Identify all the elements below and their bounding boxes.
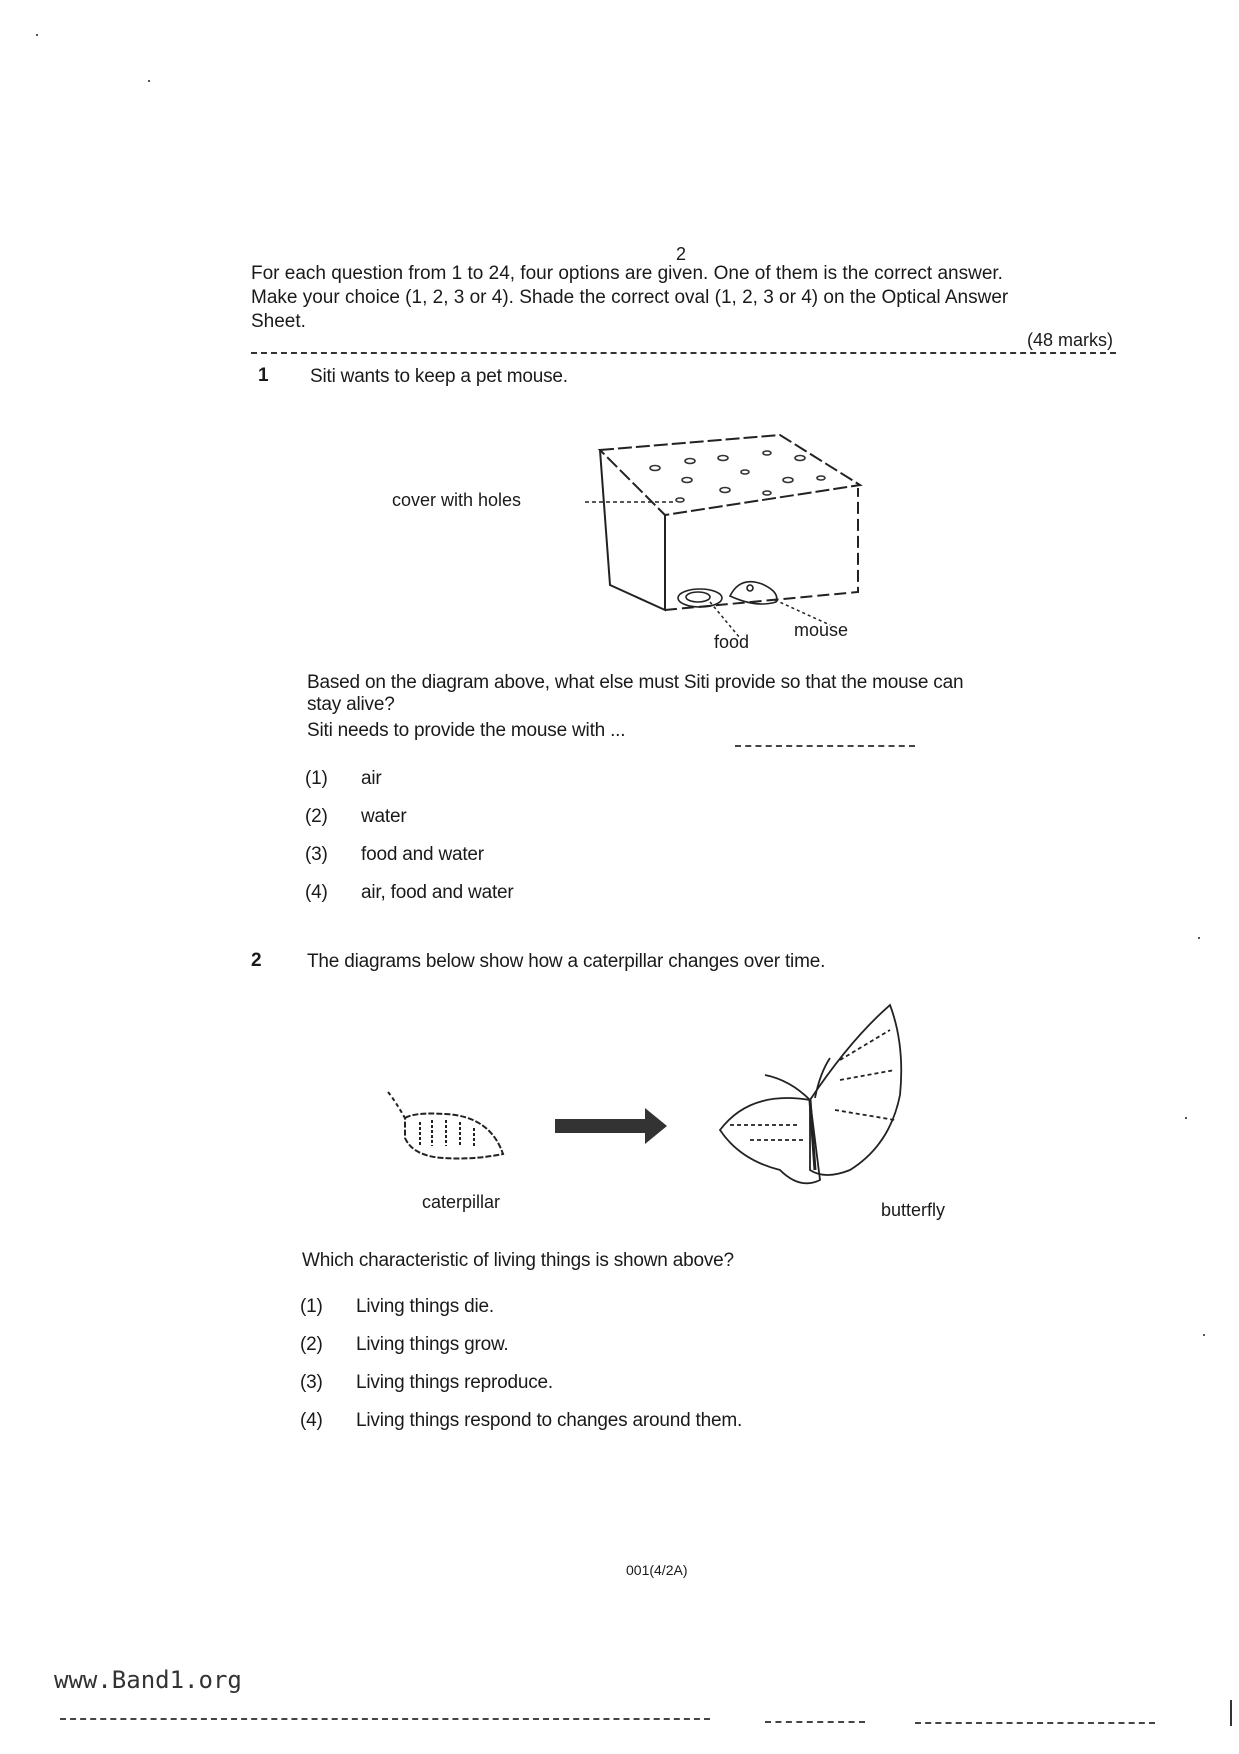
box-cover — [600, 435, 860, 515]
caterpillar-icon — [388, 1092, 503, 1159]
question-stem: The diagrams below show how a caterpillar changes over time. — [307, 951, 826, 972]
scan-speck — [1203, 1334, 1205, 1336]
label-butterfly: butterfly — [881, 1200, 946, 1220]
option-2[interactable] — [305, 806, 406, 828]
scan-speck — [36, 34, 38, 36]
instructions-line: Sheet. — [251, 311, 306, 332]
option-number: (4) — [305, 882, 328, 903]
question-stem: Siti wants to keep a pet mouse. — [310, 366, 568, 387]
question-prompt: stay alive? — [307, 694, 395, 715]
scan-speck — [148, 80, 150, 82]
completion-stem: Siti needs to provide the mouse with ... — [307, 720, 626, 741]
option-text: air, food and water — [361, 882, 514, 903]
instructions-line: Make your choice (1, 2, 3 or 4). Shade the correct oval (1, 2, 3 or 4) on the Optical Answer — [251, 287, 1009, 308]
option-1[interactable] — [300, 1296, 494, 1318]
scan-artifact-edge — [1230, 1700, 1232, 1726]
option-4[interactable] — [300, 1410, 742, 1432]
watermark: www.Band1.org — [54, 1666, 242, 1694]
question-number: 1 — [258, 365, 269, 386]
question-prompt: Based on the diagram above, what else must Siti provide so that the mouse can — [307, 672, 964, 693]
section-divider — [251, 352, 1116, 354]
option-1[interactable] — [305, 768, 382, 790]
option-text: water — [361, 806, 407, 827]
scan-artifact-line — [915, 1722, 1155, 1724]
option-4[interactable] — [305, 882, 514, 904]
label-mouse: mouse — [794, 620, 849, 640]
option-text: air — [361, 768, 382, 789]
option-text: Living things die. — [356, 1296, 494, 1317]
option-number: (2) — [305, 806, 328, 827]
answer-blank — [735, 745, 915, 747]
scan-artifact-line — [765, 1721, 865, 1723]
paper-code: 001(4/2A) — [626, 1562, 688, 1578]
scan-artifact-line — [60, 1718, 710, 1720]
instructions — [251, 262, 1116, 334]
instructions-line: For each question from 1 to 24, four options are given. One of them is the correct answer. — [251, 263, 1003, 284]
metamorphosis-diagram — [370, 1000, 990, 1190]
scan-speck — [1185, 1117, 1187, 1119]
option-number: (1) — [305, 768, 328, 789]
option-number: (1) — [300, 1296, 323, 1317]
option-2[interactable] — [300, 1334, 509, 1356]
label-cover-with-holes: cover with holes — [392, 490, 522, 510]
option-text: Living things grow. — [356, 1334, 509, 1355]
butterfly-icon — [720, 1005, 901, 1183]
question-number: 2 — [251, 950, 262, 971]
option-number: (3) — [300, 1372, 323, 1393]
option-3[interactable] — [305, 844, 484, 866]
option-text: Living things reproduce. — [356, 1372, 553, 1393]
scan-speck — [1198, 937, 1200, 939]
option-text: food and water — [361, 844, 484, 865]
option-3[interactable] — [300, 1372, 553, 1394]
page-number: 2 — [676, 244, 687, 264]
option-number: (4) — [300, 1410, 323, 1431]
option-text: Living things respond to changes around them. — [356, 1410, 743, 1431]
marks-total: (48 marks) — [1026, 330, 1113, 350]
option-number: (3) — [305, 844, 328, 865]
label-food: food — [714, 632, 750, 652]
option-number: (2) — [300, 1334, 323, 1355]
arrow-right-icon — [555, 1108, 667, 1144]
label-caterpillar: caterpillar — [422, 1192, 501, 1212]
question-prompt: Which characteristic of living things is shown above? — [302, 1250, 734, 1271]
